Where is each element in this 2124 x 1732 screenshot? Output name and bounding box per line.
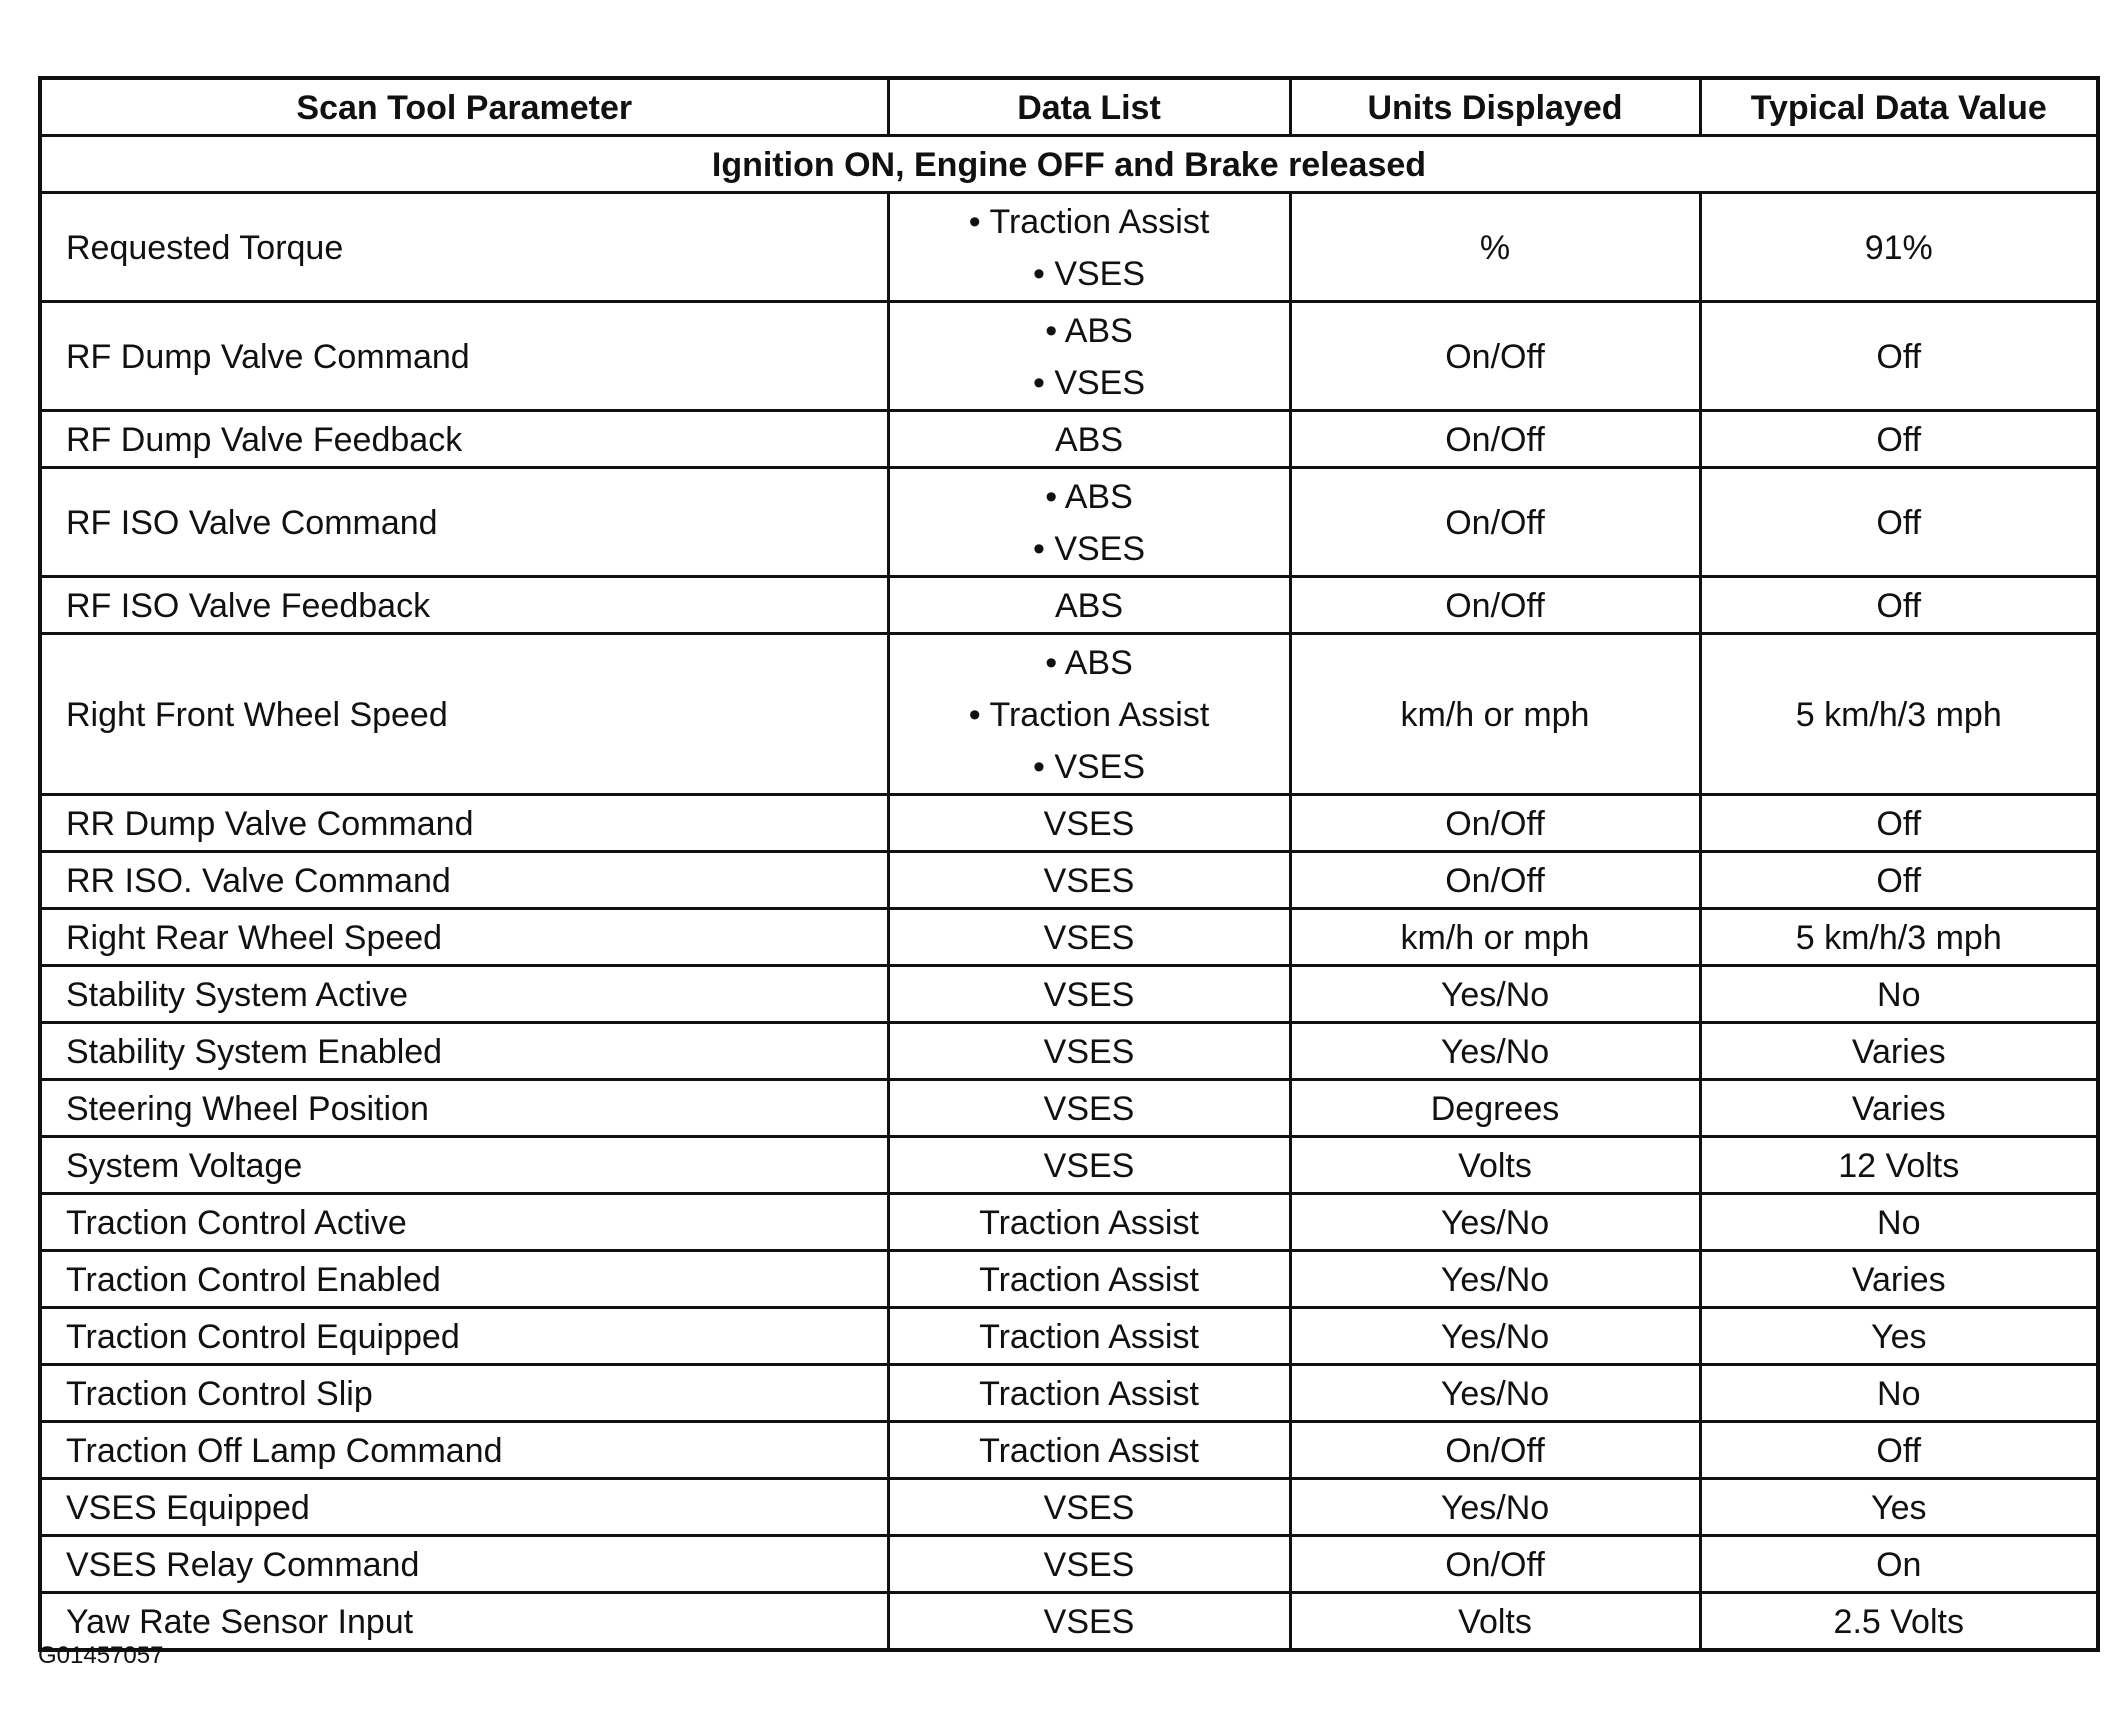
header-row bbox=[40, 78, 2098, 136]
data-list-item: VSES bbox=[1043, 1489, 1135, 1527]
data-list-item: Traction Assist bbox=[979, 1432, 1199, 1470]
units-cell: On/Off bbox=[1290, 577, 1700, 634]
table-row bbox=[40, 577, 2098, 634]
data-list-item: VSES bbox=[1043, 1033, 1135, 1071]
parameter-cell: Stability System Enabled bbox=[40, 1023, 888, 1080]
typical-value-cell: No bbox=[1700, 966, 2098, 1023]
data-list-cell bbox=[888, 1194, 1290, 1251]
data-list-cell bbox=[888, 1023, 1290, 1080]
units-cell: On/Off bbox=[1290, 1536, 1700, 1593]
typical-value-cell: 2.5 Volts bbox=[1700, 1593, 2098, 1651]
typical-value-cell: Varies bbox=[1700, 1251, 2098, 1308]
parameter-cell: RF Dump Valve Feedback bbox=[40, 411, 888, 468]
units-cell: Yes/No bbox=[1290, 1479, 1700, 1536]
header-parameter: Scan Tool Parameter bbox=[40, 78, 888, 136]
table-row bbox=[40, 1023, 2098, 1080]
typical-value-cell: 5 km/h/3 mph bbox=[1700, 909, 2098, 966]
units-cell: Yes/No bbox=[1290, 1365, 1700, 1422]
header-units: Units Displayed bbox=[1290, 78, 1700, 136]
table-row bbox=[40, 302, 2098, 411]
data-list-cell bbox=[888, 634, 1290, 795]
table-row bbox=[40, 468, 2098, 577]
parameter-cell: Right Rear Wheel Speed bbox=[40, 909, 888, 966]
parameter-cell: RR Dump Valve Command bbox=[40, 795, 888, 852]
data-list-cell bbox=[888, 1251, 1290, 1308]
figure-code: G01457057 bbox=[38, 1642, 164, 1669]
table-row bbox=[40, 1308, 2098, 1365]
table-row bbox=[40, 1536, 2098, 1593]
data-list-cell bbox=[888, 852, 1290, 909]
typical-value-cell: Varies bbox=[1700, 1080, 2098, 1137]
parameter-cell: RF ISO Valve Feedback bbox=[40, 577, 888, 634]
header-typical-value: Typical Data Value bbox=[1700, 78, 2098, 136]
table-row bbox=[40, 1251, 2098, 1308]
table-row bbox=[40, 852, 2098, 909]
parameter-cell: VSES Equipped bbox=[40, 1479, 888, 1536]
table-row bbox=[40, 1080, 2098, 1137]
data-list-item: VSES bbox=[1043, 1090, 1135, 1128]
typical-value-cell: No bbox=[1700, 1365, 2098, 1422]
section-title: Ignition ON, Engine OFF and Brake released bbox=[40, 136, 2098, 193]
data-list-item: • ABS bbox=[1045, 478, 1133, 516]
data-list-cell bbox=[888, 1308, 1290, 1365]
typical-value-cell: Yes bbox=[1700, 1308, 2098, 1365]
data-list-item: Traction Assist bbox=[979, 1318, 1199, 1356]
data-list-item: • ABS bbox=[1045, 644, 1133, 682]
table-row bbox=[40, 634, 2098, 795]
section-row bbox=[40, 136, 2098, 193]
units-cell: Yes/No bbox=[1290, 1251, 1700, 1308]
data-list-item: VSES bbox=[1043, 1546, 1135, 1584]
data-list-item: Traction Assist bbox=[979, 1204, 1199, 1242]
header-data-list: Data List bbox=[888, 78, 1290, 136]
units-cell: On/Off bbox=[1290, 1422, 1700, 1479]
data-list-item: VSES bbox=[1043, 1147, 1135, 1185]
units-cell: Volts bbox=[1290, 1137, 1700, 1194]
parameter-cell: Stability System Active bbox=[40, 966, 888, 1023]
parameter-cell: Traction Control Enabled bbox=[40, 1251, 888, 1308]
units-cell: On/Off bbox=[1290, 302, 1700, 411]
data-list-item: • Traction Assist bbox=[968, 696, 1210, 734]
table-row bbox=[40, 909, 2098, 966]
units-cell: Volts bbox=[1290, 1593, 1700, 1651]
parameter-cell: System Voltage bbox=[40, 1137, 888, 1194]
data-list-item: • VSES bbox=[1032, 748, 1146, 786]
typical-value-cell: No bbox=[1700, 1194, 2098, 1251]
units-cell: km/h or mph bbox=[1290, 634, 1700, 795]
parameter-cell: Traction Control Slip bbox=[40, 1365, 888, 1422]
units-cell: Yes/No bbox=[1290, 966, 1700, 1023]
data-list-cell bbox=[888, 468, 1290, 577]
parameter-cell: Traction Off Lamp Command bbox=[40, 1422, 888, 1479]
units-cell: Yes/No bbox=[1290, 1023, 1700, 1080]
data-list-cell bbox=[888, 1593, 1290, 1651]
table-row bbox=[40, 193, 2098, 302]
data-list-item: VSES bbox=[1043, 976, 1135, 1014]
typical-value-cell: Off bbox=[1700, 577, 2098, 634]
data-list-cell bbox=[888, 1536, 1290, 1593]
data-list-item: • ABS bbox=[1045, 312, 1133, 350]
units-cell: % bbox=[1290, 193, 1700, 302]
parameter-cell: Traction Control Equipped bbox=[40, 1308, 888, 1365]
data-list-cell bbox=[888, 577, 1290, 634]
table-row bbox=[40, 1137, 2098, 1194]
table-row bbox=[40, 795, 2098, 852]
parameter-cell: VSES Relay Command bbox=[40, 1536, 888, 1593]
units-cell: On/Off bbox=[1290, 468, 1700, 577]
data-list-cell bbox=[888, 795, 1290, 852]
data-list-cell bbox=[888, 1365, 1290, 1422]
parameter-cell: RF Dump Valve Command bbox=[40, 302, 888, 411]
typical-value-cell: 91% bbox=[1700, 193, 2098, 302]
typical-value-cell: Yes bbox=[1700, 1479, 2098, 1536]
data-list-cell bbox=[888, 966, 1290, 1023]
data-list-item: VSES bbox=[1043, 862, 1135, 900]
typical-value-cell: Off bbox=[1700, 302, 2098, 411]
typical-value-cell: Off bbox=[1700, 411, 2098, 468]
data-list-item: • VSES bbox=[1032, 530, 1146, 568]
parameter-cell: RR ISO. Valve Command bbox=[40, 852, 888, 909]
data-list-item: VSES bbox=[1043, 1603, 1135, 1641]
typical-value-cell: 12 Volts bbox=[1700, 1137, 2098, 1194]
data-list-item: ABS bbox=[1054, 587, 1124, 625]
units-cell: Degrees bbox=[1290, 1080, 1700, 1137]
data-list-cell bbox=[888, 193, 1290, 302]
table-row bbox=[40, 1593, 2098, 1651]
typical-value-cell: Varies bbox=[1700, 1023, 2098, 1080]
typical-value-cell: Off bbox=[1700, 468, 2098, 577]
parameter-cell: Traction Control Active bbox=[40, 1194, 888, 1251]
scan-tool-data-table bbox=[38, 76, 2100, 1652]
data-list-cell bbox=[888, 1479, 1290, 1536]
data-list-item: • Traction Assist bbox=[968, 203, 1210, 241]
data-list-item: • VSES bbox=[1032, 364, 1146, 402]
data-list-cell bbox=[888, 302, 1290, 411]
table-row bbox=[40, 1194, 2098, 1251]
data-list-item: • VSES bbox=[1032, 255, 1146, 293]
parameter-cell: Yaw Rate Sensor Input bbox=[40, 1593, 888, 1651]
parameter-cell: Right Front Wheel Speed bbox=[40, 634, 888, 795]
parameter-cell: Requested Torque bbox=[40, 193, 888, 302]
units-cell: On/Off bbox=[1290, 411, 1700, 468]
data-list-cell bbox=[888, 1080, 1290, 1137]
data-list-item: VSES bbox=[1043, 805, 1135, 843]
data-list-cell bbox=[888, 1137, 1290, 1194]
units-cell: On/Off bbox=[1290, 795, 1700, 852]
data-list-cell bbox=[888, 411, 1290, 468]
typical-value-cell: Off bbox=[1700, 1422, 2098, 1479]
parameter-cell: Steering Wheel Position bbox=[40, 1080, 888, 1137]
typical-value-cell: On bbox=[1700, 1536, 2098, 1593]
typical-value-cell: 5 km/h/3 mph bbox=[1700, 634, 2098, 795]
table-row bbox=[40, 411, 2098, 468]
data-list-item: ABS bbox=[1054, 421, 1124, 459]
data-list-cell bbox=[888, 909, 1290, 966]
data-list-cell bbox=[888, 1422, 1290, 1479]
data-list-item: VSES bbox=[1043, 919, 1135, 957]
table-row bbox=[40, 966, 2098, 1023]
typical-value-cell: Off bbox=[1700, 795, 2098, 852]
parameter-cell: RF ISO Valve Command bbox=[40, 468, 888, 577]
units-cell: km/h or mph bbox=[1290, 909, 1700, 966]
typical-value-cell: Off bbox=[1700, 852, 2098, 909]
table-row bbox=[40, 1422, 2098, 1479]
units-cell: On/Off bbox=[1290, 852, 1700, 909]
data-list-item: Traction Assist bbox=[979, 1375, 1199, 1413]
data-list-item: Traction Assist bbox=[979, 1261, 1199, 1299]
table-row bbox=[40, 1365, 2098, 1422]
table-row bbox=[40, 1479, 2098, 1536]
units-cell: Yes/No bbox=[1290, 1194, 1700, 1251]
units-cell: Yes/No bbox=[1290, 1308, 1700, 1365]
